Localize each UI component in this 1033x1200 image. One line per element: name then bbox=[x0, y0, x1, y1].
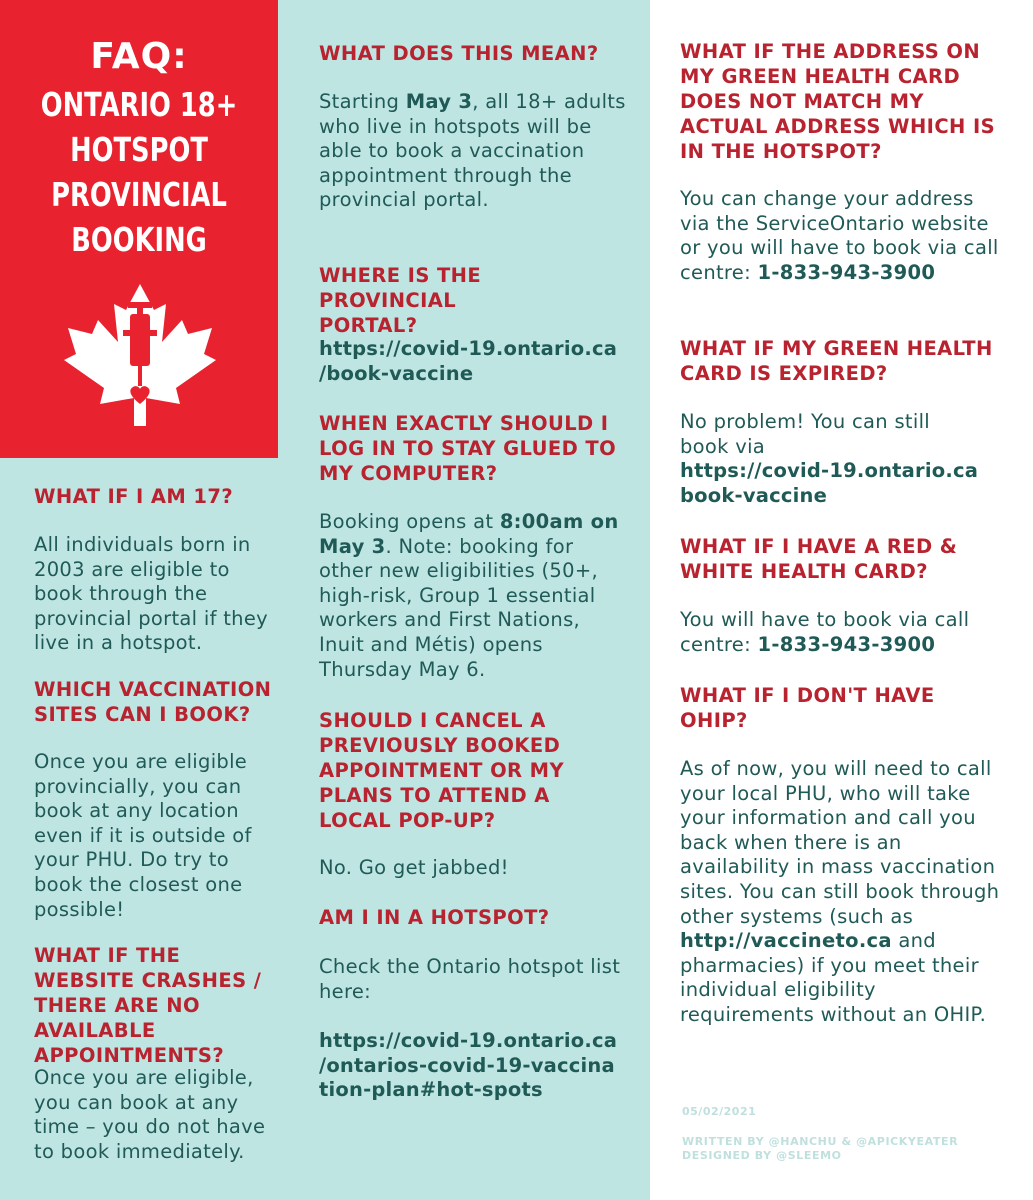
question-heading: SHOULD I CANCEL A PREVIOUSLY BOOKED APPOINTMENT OR MY PLANS TO ATTEND A LOCAL POP-UP? bbox=[319, 709, 564, 832]
portal-link[interactable] bbox=[680, 459, 1020, 508]
credit-designed: DESIGNED BY @SLEEMO bbox=[682, 1149, 842, 1162]
answer-text: No. Go get jabbed! bbox=[319, 856, 509, 879]
answer-emphasis: 8:00am on May 3 bbox=[319, 510, 619, 558]
answer-text bbox=[680, 757, 1000, 1028]
credits bbox=[682, 1135, 958, 1163]
phone-number[interactable]: 1-833-943-3900 bbox=[757, 632, 936, 656]
vaccineto-link[interactable]: http://vaccineto.ca bbox=[680, 929, 892, 953]
hero-banner bbox=[0, 0, 278, 458]
hotspot-link[interactable] bbox=[319, 1029, 649, 1103]
answer-text bbox=[680, 608, 1010, 657]
link-text[interactable]: https://covid-19.ontario.ca bbox=[319, 337, 618, 360]
answer-text: All individuals born in 2003 are eligible to book through the provincial portal if they live in a hotspot. bbox=[34, 533, 268, 655]
link-text[interactable]: https://covid-19.ontario.ca bbox=[680, 459, 979, 482]
answer-text bbox=[319, 510, 631, 682]
hero-title-line: BOOKING bbox=[71, 220, 207, 259]
answer-emphasis: May 3 bbox=[405, 90, 473, 113]
link-text[interactable]: /ontarios-covid-19-vaccina bbox=[319, 1053, 615, 1077]
answer-text bbox=[680, 187, 1010, 285]
question-heading: WHAT IF I AM 17? bbox=[34, 485, 234, 508]
question-heading: WHICH VACCINATION SITES CAN I BOOK? bbox=[34, 678, 272, 726]
answer-part: As of now, you will need to call your local PHU, who will take your information and call you back when there is an availability in mass vaccination sites. You can still book through other systems (such as bbox=[680, 757, 1000, 928]
link-text[interactable]: tion-plan#hot-spots bbox=[319, 1078, 543, 1102]
answer-part: You will have to book via call centre: bbox=[680, 608, 970, 656]
answer-text bbox=[319, 90, 631, 213]
question-heading: WHERE IS THE PROVINCIAL PORTAL? bbox=[319, 264, 482, 337]
link-text[interactable]: https://covid-19.ontario.ca bbox=[319, 1029, 618, 1052]
date-stamp: 05/02/2021 bbox=[682, 1105, 757, 1118]
question-heading: WHAT IF MY GREEN HEALTH CARD IS EXPIRED? bbox=[680, 337, 993, 385]
faq-item bbox=[34, 484, 274, 509]
question-heading: WHAT IF THE WEBSITE CRASHES / THERE ARE NO AVAILABLE APPOINTMENTS? bbox=[34, 944, 262, 1067]
maple-leaf-syringe-icon bbox=[60, 280, 220, 430]
hero-title-line: HOTSPOT bbox=[70, 130, 208, 169]
hero-title-line: PROVINCIAL bbox=[51, 175, 227, 214]
hero-title-line: ONTARIO 18+ bbox=[40, 85, 238, 124]
question-heading: WHAT DOES THIS MEAN? bbox=[319, 42, 599, 65]
question-heading: WHAT IF THE ADDRESS ON MY GREEN HEALTH CARD DOES NOT MATCH MY ACTUAL ADDRESS WHICH IS IN THE HOTSPOT? bbox=[680, 40, 996, 163]
answer-text: No problem! You can still book via bbox=[680, 410, 931, 458]
answer-text: Once you are eligible, you can book at any time – you do not have to book immediately. bbox=[34, 1066, 266, 1163]
answer-part: Booking opens at bbox=[319, 510, 500, 533]
answer-text: Check the Ontario hotspot list here: bbox=[319, 955, 621, 1003]
question-heading: AM I IN A HOTSPOT? bbox=[319, 906, 550, 929]
answer-part: and pharmacies) if you meet their individual eligibility requirements without an OHIP. bbox=[680, 929, 987, 1026]
answer-text: Once you are eligible provincially, you can book at any location even if it is outside of your PHU. Do try to book the closest one possible! bbox=[34, 750, 252, 921]
question-heading: WHAT IF I HAVE A RED & WHITE HEALTH CARD? bbox=[680, 535, 958, 583]
hero-faq-label: FAQ: bbox=[90, 36, 188, 77]
answer-part: Starting bbox=[319, 90, 406, 113]
answer-part: . Note: booking for other new eligibilities (50+, high-risk, Group 1 essential workers and First Nations, Inuit and Métis) opens Thursday May 6. bbox=[319, 534, 598, 681]
phone-number[interactable]: 1-833-943-3900 bbox=[757, 260, 936, 284]
credit-written: WRITTEN BY @HANCHU & @APICKYEATER bbox=[682, 1135, 959, 1148]
question-heading: WHEN EXACTLY SHOULD I LOG IN TO STAY GLUED TO MY COMPUTER? bbox=[319, 412, 617, 485]
hero-title bbox=[31, 82, 248, 262]
question-heading: WHAT IF I DON'T HAVE OHIP? bbox=[680, 684, 935, 732]
answer-part: You can change your address via the ServiceOntario website or you will have to book via call centre: bbox=[680, 187, 999, 284]
link-text[interactable]: /book-vaccine bbox=[319, 361, 474, 385]
portal-link[interactable] bbox=[319, 337, 649, 386]
link-text[interactable]: book-vaccine bbox=[680, 483, 827, 507]
answer-part: , all 18+ adults who live in hotspots will be able to book a vaccination appointment through the provincial portal. bbox=[319, 90, 626, 212]
